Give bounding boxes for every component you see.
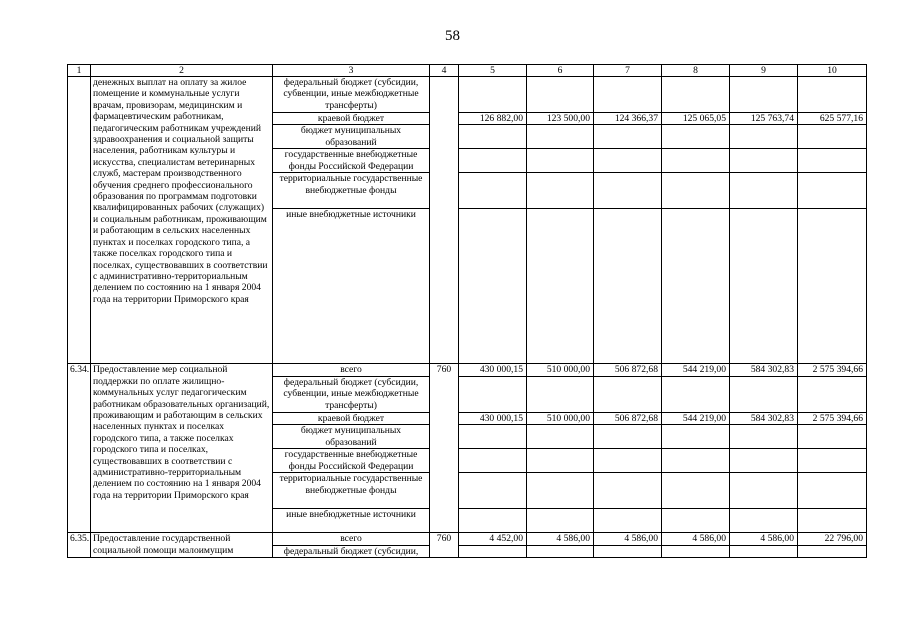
header-cell: 3 (273, 65, 430, 77)
source-federal-cut: федеральный бюджет (субсидии, (273, 545, 430, 557)
header-row (68, 65, 867, 77)
value-cell: 126 882,00 (459, 113, 527, 125)
source-federal: федеральный бюджет (субсидии, субвенции, иные межбюджетные трансферты) (273, 77, 430, 113)
source-federal: федеральный бюджет (субсидии, субвенции, иные межбюджетные трансферты) (273, 376, 430, 412)
source-territorial: территориальные государственные внебюджетные фонды (273, 173, 430, 209)
value-cell: 4 586,00 (662, 533, 730, 545)
row-code: 760 (430, 533, 459, 558)
page-number: 58 (445, 28, 460, 44)
row-id: 6.34. (68, 364, 91, 533)
table-row (68, 364, 867, 376)
source-state-funds: государственные внебюджетные фонды Российской Федерации (273, 149, 430, 173)
value-cell: 506 872,68 (594, 412, 662, 424)
header-cell: 4 (430, 65, 459, 77)
row-id: 6.35. (68, 533, 91, 558)
source-municipal: бюджет муниципальных образований (273, 425, 430, 449)
header-cell: 10 (798, 65, 867, 77)
row-description: денежных выплат на оплату за жилое помещение и коммунальные услуги врачам, провизорам, медицинским и фармацевтическим работникам, педагогическим работникам учреждений здравоохранения и социальной защиты населения, работникам культуры и искусства, специалистам ветеринарных служб, мастерам производственного обучения среднего профессионального образования по программам подготовки квалифицированных рабочих (служащих) и социальным работникам, проживающим и работающим в сельских населенных пунктах и поселках городского типа, а также поселках городского типа и поселках, существовавших в соответствии с административно-территориальным делением по состоянию на 1 января 2004 года на территории Приморского края (91, 77, 273, 364)
value-cell: 124 366,37 (594, 113, 662, 125)
row-code (430, 77, 459, 364)
table-row (68, 77, 867, 113)
row-id (68, 77, 91, 364)
header-cell: 9 (730, 65, 798, 77)
header-cell: 6 (527, 65, 594, 77)
source-total: всего (273, 364, 430, 376)
value-cell: 2 575 394,66 (798, 364, 867, 376)
header-cell: 5 (459, 65, 527, 77)
value-cell: 430 000,15 (459, 364, 527, 376)
value-cell: 4 586,00 (730, 533, 798, 545)
value-cell: 625 577,16 (798, 113, 867, 125)
row-code: 760 (430, 364, 459, 533)
value-cell: 510 000,00 (527, 412, 594, 424)
budget-table (67, 64, 867, 558)
value-cell: 125 763,74 (730, 113, 798, 125)
value-cell: 506 872,68 (594, 364, 662, 376)
source-municipal: бюджет муниципальных образований (273, 125, 430, 149)
source-state-funds: государственные внебюджетные фонды Российской Федерации (273, 449, 430, 473)
source-regional: краевой бюджет (273, 412, 430, 424)
header-cell: 7 (594, 65, 662, 77)
value-cell: 123 500,00 (527, 113, 594, 125)
value-cell: 544 219,00 (662, 412, 730, 424)
value-cell: 2 575 394,66 (798, 412, 867, 424)
value-cell: 584 302,83 (730, 412, 798, 424)
source-territorial: территориальные государственные внебюджетные фонды (273, 473, 430, 509)
source-other: иные внебюджетные источники (273, 209, 430, 364)
source-regional: краевой бюджет (273, 113, 430, 125)
header-cell: 2 (91, 65, 273, 77)
value-cell: 510 000,00 (527, 364, 594, 376)
value-cell: 4 586,00 (594, 533, 662, 545)
table-row (68, 533, 867, 545)
source-other: иные внебюджетные источники (273, 509, 430, 533)
value-cell: 22 796,00 (798, 533, 867, 545)
header-cell: 1 (68, 65, 91, 77)
value-cell: 544 219,00 (662, 364, 730, 376)
row-description: Предоставление государственной социальной помощи малоимущим (91, 533, 273, 558)
source-total: всего (273, 533, 430, 545)
value-cell: 584 302,83 (730, 364, 798, 376)
header-cell: 8 (662, 65, 730, 77)
value-cell: 4 586,00 (527, 533, 594, 545)
value-cell: 430 000,15 (459, 412, 527, 424)
row-description: Предоставление мер социальной поддержки по оплате жилищно-коммунальных услуг педагогическим работникам образовательных организаций, проживающим и работающим в сельских населенных пунктах и поселках городского типа, а также поселках городского типа и поселках, существовавших в соответствии с административно-территориальным делением по состоянию на 1 января 2004 года на территории Приморского края (91, 364, 273, 533)
value-cell: 125 065,05 (662, 113, 730, 125)
value-cell: 4 452,00 (459, 533, 527, 545)
